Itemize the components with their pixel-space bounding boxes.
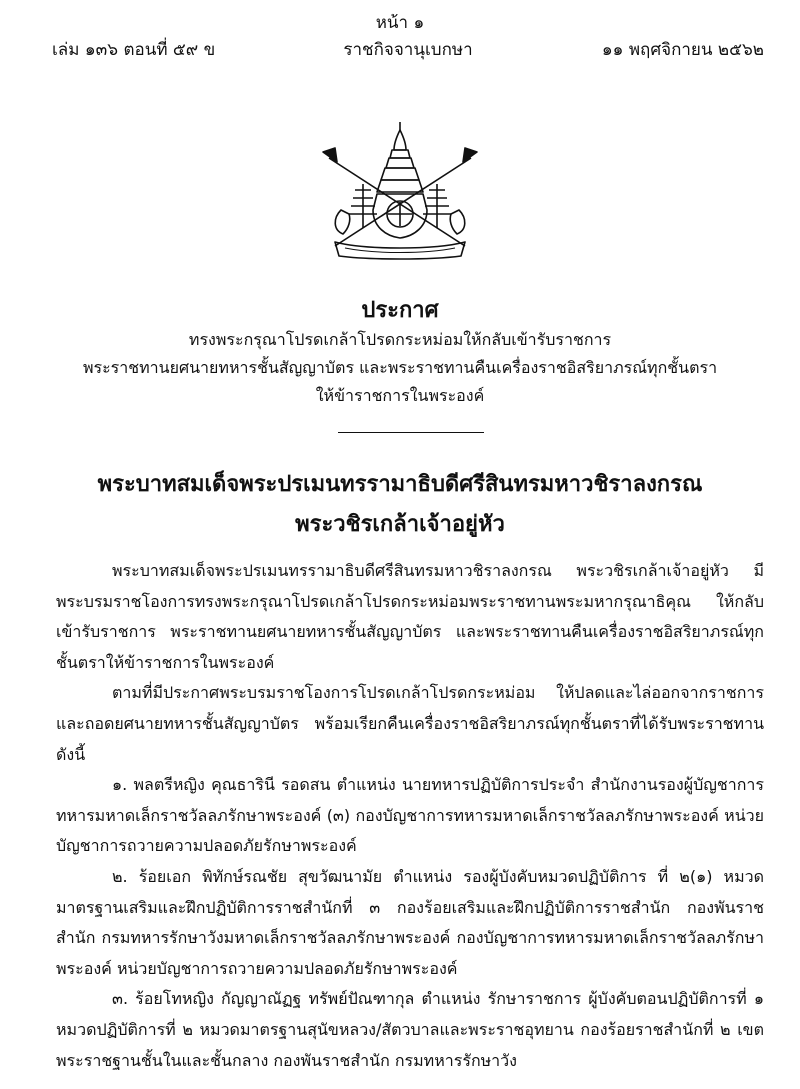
list-item: ๓. ร้อยโทหญิง กัญญาณัฏฐ ทรัพย์ปัณฑากุล ตำแหน่ง รักษาราชการ ผู้บังคับตอนปฏิบัติการที่ ๑ หมวดปฏิบัติการที่ ๒ หมวดมาตรฐานสุนัขหลวง/สัตวบาลและพระราชอุทยาน กองร้อยราชสำนักที่ ๒ เขตพระราชฐานชั้นในและชั้นกลาง กองพันราชสำนัก กรมทหารรักษาวัง bbox=[56, 989, 764, 1070]
subtitle-line: ทรงพระกรุณาโปรดเกล้าโปรดกระหม่อมให้กลับเข้ารับราชการ bbox=[188, 330, 612, 349]
list-item: ๒. ร้อยเอก พิทักษ์รณชัย สุขวัฒนามัย ตำแหน่ง รองผู้บังคับหมวดปฏิบัติการ ที่ ๒(๑) หมวดมาตรฐานเสริมและฝึกปฏิบัติการราชสำนักที่ ๓ กองร้อยเสริมและฝึกปฏิบัติการราชสำนัก กองพันราชสำนัก กรมทหารรักษาวังมหาดเล็กราชวัลลภรักษาพระองค์ กองบัญชาการทหารมหาดเล็กราชวัลลภรักษาพระองค์ หน่วยบัญชาการถวายความปลอดภัยรักษาพระองค์ bbox=[56, 866, 764, 978]
royal-emblem bbox=[315, 118, 485, 260]
section-divider bbox=[338, 432, 484, 433]
body-paragraph: ตามที่มีประกาศพระบรมราชโองการโปรดเกล้าโปรดกระหม่อม ให้ปลดและไล่ออกจากราชการ และถอดยศนายทหารชั้นสัญญาบัตร พร้อมเรียกคืนเครื่องราชอิสริยาภรณ์ทุกชั้นตราที่ได้รับพระราชทาน ดังนี้ bbox=[56, 683, 764, 764]
volume-issue: เล่ม ๑๓๖ ตอนที่ ๕๙ ข bbox=[52, 40, 216, 60]
publication-date: ๑๑ พฤศจิกายน ๒๕๖๒ bbox=[601, 40, 764, 60]
body-paragraph: พระบาทสมเด็จพระปรเมนทรรามาธิบดีศรีสินทรมหาวชิราลงกรณ พระวชิรเกล้าเจ้าอยู่หัว มีพระบรมราชโองการทรงพระกรุณาโปรดเกล้าโปรดกระหม่อมพระราชทานพระมหากรุณาธิคุณ ให้กลับเข้ารับราชการ พระราชทานยศนายทหารชั้นสัญญาบัตร และพระราชทานคืนเครื่องราชอิสริยาภรณ์ทุกชั้นตราให้ข้าราชการในพระองค์ bbox=[56, 561, 764, 672]
announcement-heading bbox=[0, 296, 800, 410]
king-title-line: พระบาทสมเด็จพระปรเมนทรรามาธิบดีศรีสินทรมหาวชิราลงกรณ bbox=[97, 472, 703, 497]
page-number: หน้า ๑ bbox=[375, 13, 425, 33]
subtitle-line: ให้ข้าราชการในพระองค์ bbox=[315, 386, 485, 405]
document-type: ประกาศ bbox=[361, 298, 439, 323]
gazette-header bbox=[52, 38, 764, 62]
king-title bbox=[0, 465, 800, 545]
publication-name: ราชกิจจานุเบกษา bbox=[343, 40, 473, 60]
list-item: ๑. พลตรีหญิง คุณธารินี รอดสน ตำแหน่ง นายทหารปฏิบัติการประจำ สำนักงานรองผู้บัญชาการทหารมหาดเล็กราชวัลลภรักษาพระองค์ (๓) กองบัญชาการทหารมหาดเล็กราชวัลลภรักษาพระองค์ หน่วยบัญชาการถวายความปลอดภัยรักษาพระองค์ bbox=[56, 775, 764, 856]
king-title-line: พระวชิรเกล้าเจ้าอยู่หัว bbox=[295, 512, 505, 537]
document-body bbox=[56, 556, 764, 1076]
subtitle-line: พระราชทานยศนายทหารชั้นสัญญาบัตร และพระราชทานคืนเครื่องราชอิสริยาภรณ์ทุกชั้นตรา bbox=[82, 358, 718, 377]
